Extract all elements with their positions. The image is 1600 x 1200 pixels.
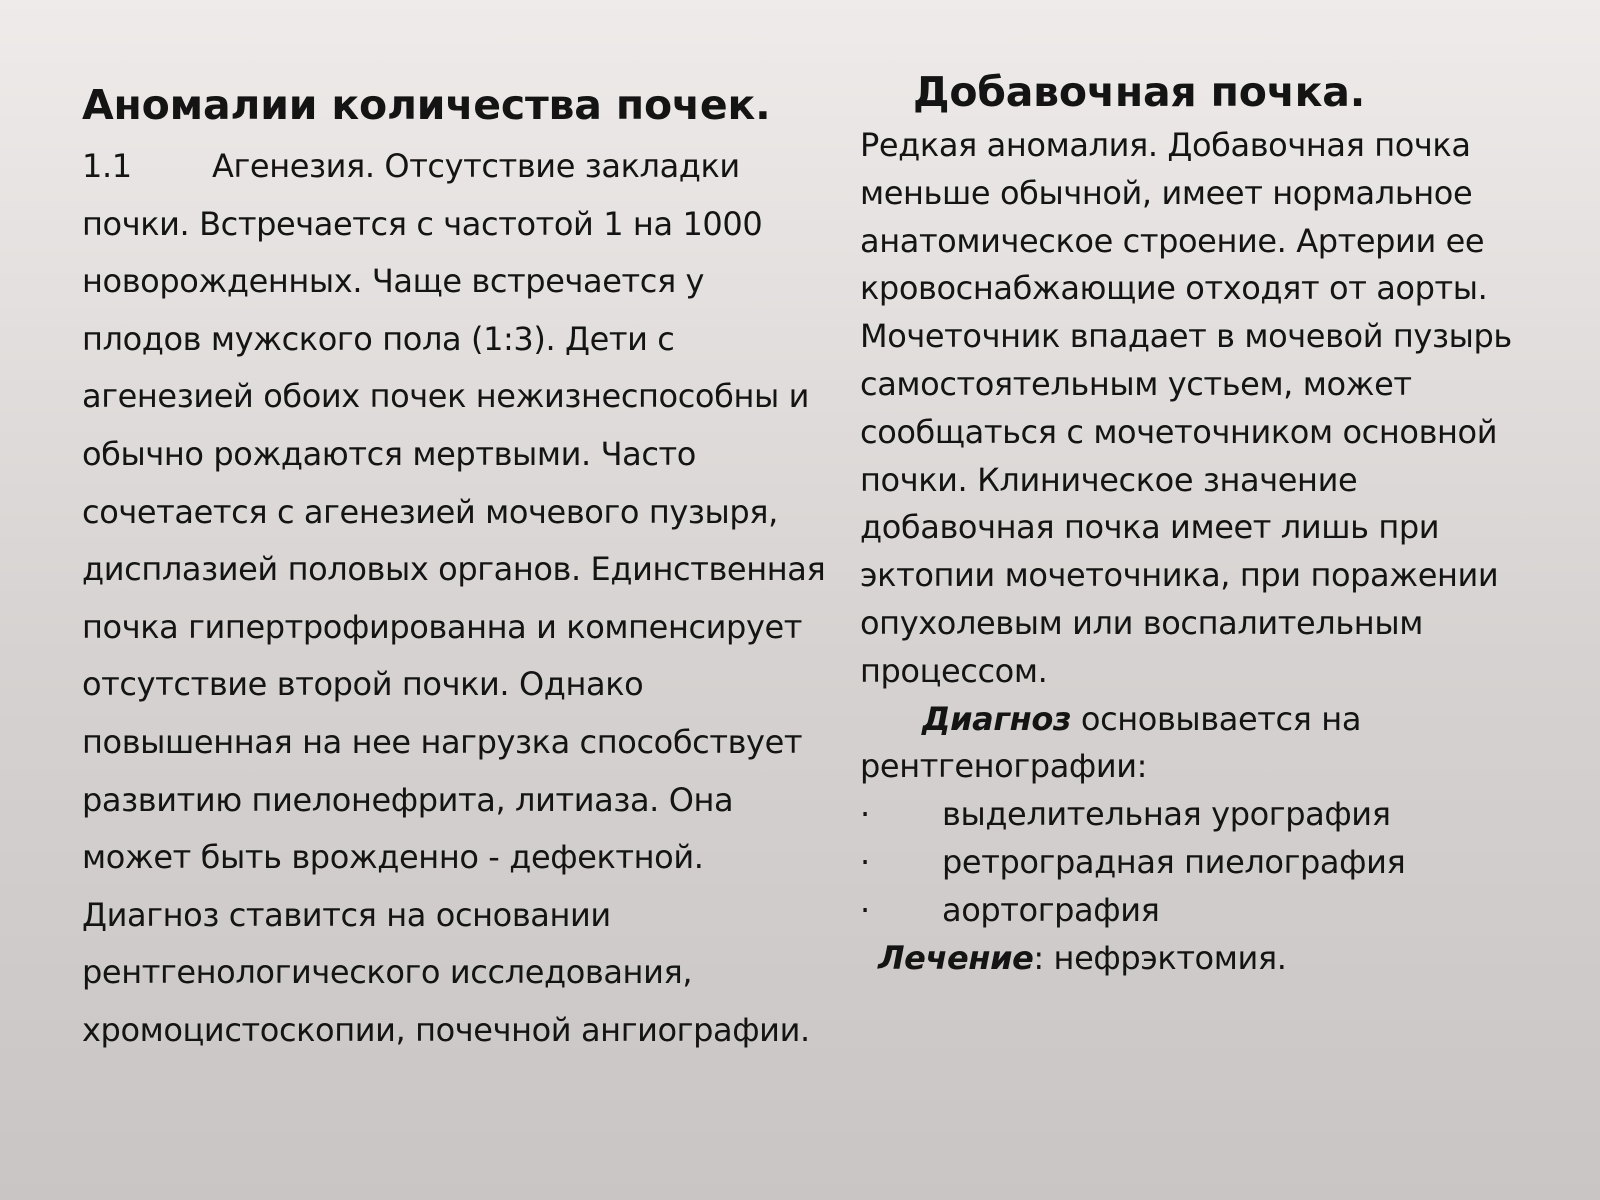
treatment-text: : нефрэктомия. (1033, 938, 1287, 977)
section-number: 1.1 (82, 147, 132, 185)
accessory-kidney-paragraph: Редкая аномалия. Добавочная почка меньше обычной, имеет нормальное анатомическое строение. Артерии ее кровоснабжающие отходят от аорты. Мочеточник впадает в мочевой пузырь самостоятельным устьем, может сообщаться с мочеточником основной почки. Клиническое значение добавочная почка имеет лишь при эктопии мочеточника, при поражении опухолевым или воспалительным процессом. (860, 126, 1512, 690)
diagnosis-methods-list (860, 791, 1560, 934)
left-title: Аномалии количества почек. (82, 81, 771, 129)
diagnosis-line (860, 696, 1560, 792)
bullet-icon: · (860, 890, 870, 929)
left-column (82, 72, 827, 1060)
bullet-icon: · (860, 842, 870, 881)
method-label: аортография (942, 890, 1160, 929)
bullet-icon: · (860, 795, 870, 834)
list-item (860, 839, 1560, 887)
diagnosis-text: основывается на рентгенографии: (860, 699, 1362, 786)
treatment-label: Лечение (878, 938, 1034, 977)
list-item (860, 791, 1560, 839)
list-item (860, 887, 1560, 935)
method-label: ретроградная пиелография (942, 842, 1406, 881)
right-column (860, 62, 1560, 982)
agenesis-text: Агенезия. Отсутствие закладки почки. Встречается с частотой 1 на 1000 новорожденных. Чаще встречается у плодов мужского пола (1:3). Дети с агенезией обоих почек нежизнеспособны и обычно рождаются мертвыми. Часто сочетается с агенезией мочевого пузыря, дисплазией половых органов. Единственная почка гипертрофированна и компенсирует отсутствие второй почки. Однако повышенная на нее нагрузка способствует развитию пиелонефрита, литиаза. Она может быть врожденно - дефектной. Диагноз ставится на основании рентгенологического исследования, хромоцистоскопии, почечной ангиографии. (82, 147, 826, 1049)
agenesis-paragraph (82, 138, 827, 1060)
method-label: выделительная урография (942, 795, 1391, 834)
right-title: Добавочная почка. (913, 68, 1366, 116)
diagnosis-label: Диагноз (922, 699, 1072, 738)
treatment-line (878, 935, 1560, 983)
